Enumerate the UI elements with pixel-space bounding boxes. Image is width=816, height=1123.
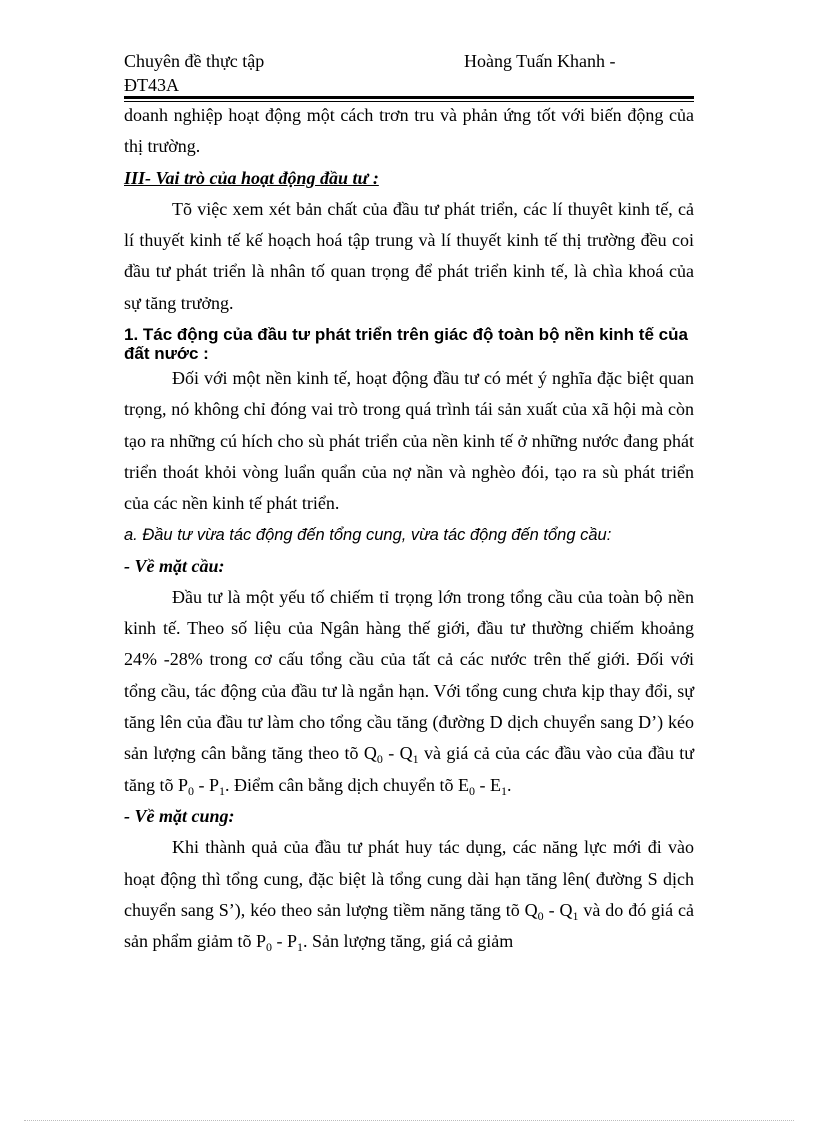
text-fragment: -	[194, 774, 210, 795]
text-fragment: -	[382, 743, 400, 764]
header-class: ĐT43A	[124, 75, 179, 95]
subscript: 1	[500, 783, 507, 798]
page-bottom-border	[24, 1120, 794, 1121]
supply-heading: - Về mặt cung:	[124, 805, 235, 826]
paragraph-supply-text: Khi thành quả của đầu tư phát huy tác dụng, các năng lực mới đi vào hoạt động thì tổng cung, đặc biệt là tổng cung dài hạn tăng lên( đường S dịch chuyển sang S’), kéo theo sản lượng tiềm năng tăng tõ	[124, 837, 694, 920]
paragraph-supply	[124, 832, 694, 957]
header-rule-thick	[124, 96, 694, 99]
subscript: 1	[219, 783, 226, 798]
subscript: 0	[468, 783, 475, 798]
text-fragment: . Sản lượng tăng, giá cả giảm	[303, 931, 514, 952]
document-body	[124, 100, 694, 957]
text-fragment: -	[543, 899, 560, 920]
subscript: 1	[572, 908, 579, 923]
symbol-p1: P	[209, 774, 220, 795]
paragraph-intro: Tõ việc xem xét bản chất của đầu tư phát triển, các lí thuyêt kinh tế, cả lí thuyết kinh tế kế hoạch hoá tập trung và lí thuyết kinh tế thị trường đều coi đầu tư phát triển là nhân tố quan trọng để phát triển kinh tế, là chìa khoá của sự tăng trưởng.	[124, 198, 694, 313]
text-fragment: . Điểm cân bằng dịch chuyển tõ	[225, 774, 458, 795]
header-author: Hoàng Tuấn Khanh -	[464, 51, 616, 71]
demand-heading: - Về mặt cầu:	[124, 555, 225, 576]
text-fragment: và giá cả của các đầu vào của đầu tư tăng tõ	[124, 743, 695, 795]
symbol-e0: E	[457, 774, 469, 795]
paragraph-demand-text: Đầu tư là một yếu tố chiếm tỉ trọng lớn trong tổng cầu của toàn bộ nền kinh tế. Theo số liệu của Ngân hàng thế giới, đầu tư thường chiếm khoảng 24% -28% trong cơ cấu tổng cầu của tất cả các nước trên thế giới. Đối với tổng cầu, tác động của đầu tư là ngắn hạn. Với tổng cung chưa kịp thay đổi, sự tăng lên của đầu tư làm cho tổng cầu tăng (đường D dịch chuyển sang D’) kéo sản lượng cân bằng tăng theo tõ	[124, 586, 694, 764]
symbol-e1: E	[489, 774, 501, 795]
subsection-heading-1: 1. Tác động của đầu tư phát triển trên giác độ toàn bộ nền kinh tế của đất nước :	[124, 325, 688, 364]
symbol-p0: P	[178, 774, 189, 795]
paragraph-demand	[124, 582, 694, 801]
paragraph-economy: Đối với một nền kinh tế, hoạt động đầu tư có mét ý nghĩa đặc biệt quan trọng, nó không chỉ đóng vai trò trong quá trình tái sản xuất của xã hội mà còn tạo ra những cú hích cho sù phát triển của nền kinh tế ở những nước đang phát triển thoát khỏi vòng luẩn quẩn của nợ nần và nghèo đói, tạo ra sù phát triển của các nền kinh tế phát triển.	[124, 368, 694, 514]
text-fragment: và do đó giá cả sản phẩm giảm tõ	[124, 899, 694, 952]
subscript: 1	[412, 752, 419, 767]
symbol-q1: Q	[399, 743, 413, 764]
text-fragment: -	[474, 774, 490, 795]
subscript: 0	[266, 940, 272, 955]
symbol-q1: Q	[559, 899, 573, 920]
subscript: 1	[297, 940, 304, 955]
subheading-a: a. Đầu tư vừa tác động đến tổng cung, vừa tác động đến tổng cầu:	[124, 525, 612, 544]
symbol-p1: P	[287, 931, 298, 952]
subscript: 0	[537, 908, 544, 923]
subscript: 0	[376, 752, 383, 767]
text-fragment: -	[272, 931, 287, 952]
symbol-p0: P	[255, 931, 266, 952]
symbol-q0: Q	[524, 899, 538, 920]
symbol-q0: Q	[363, 743, 377, 764]
subscript: 0	[188, 783, 195, 798]
section-heading-iii: III- Vai trò của hoạt động đầu tư :	[124, 167, 379, 188]
text-fragment: .	[506, 774, 512, 795]
header-title: Chuyên đề thực tập	[124, 51, 265, 71]
paragraph-continuation: doanh nghiệp hoạt động một cách trơn tru và phản ứng tốt với biến động của thị trường.	[124, 105, 694, 157]
